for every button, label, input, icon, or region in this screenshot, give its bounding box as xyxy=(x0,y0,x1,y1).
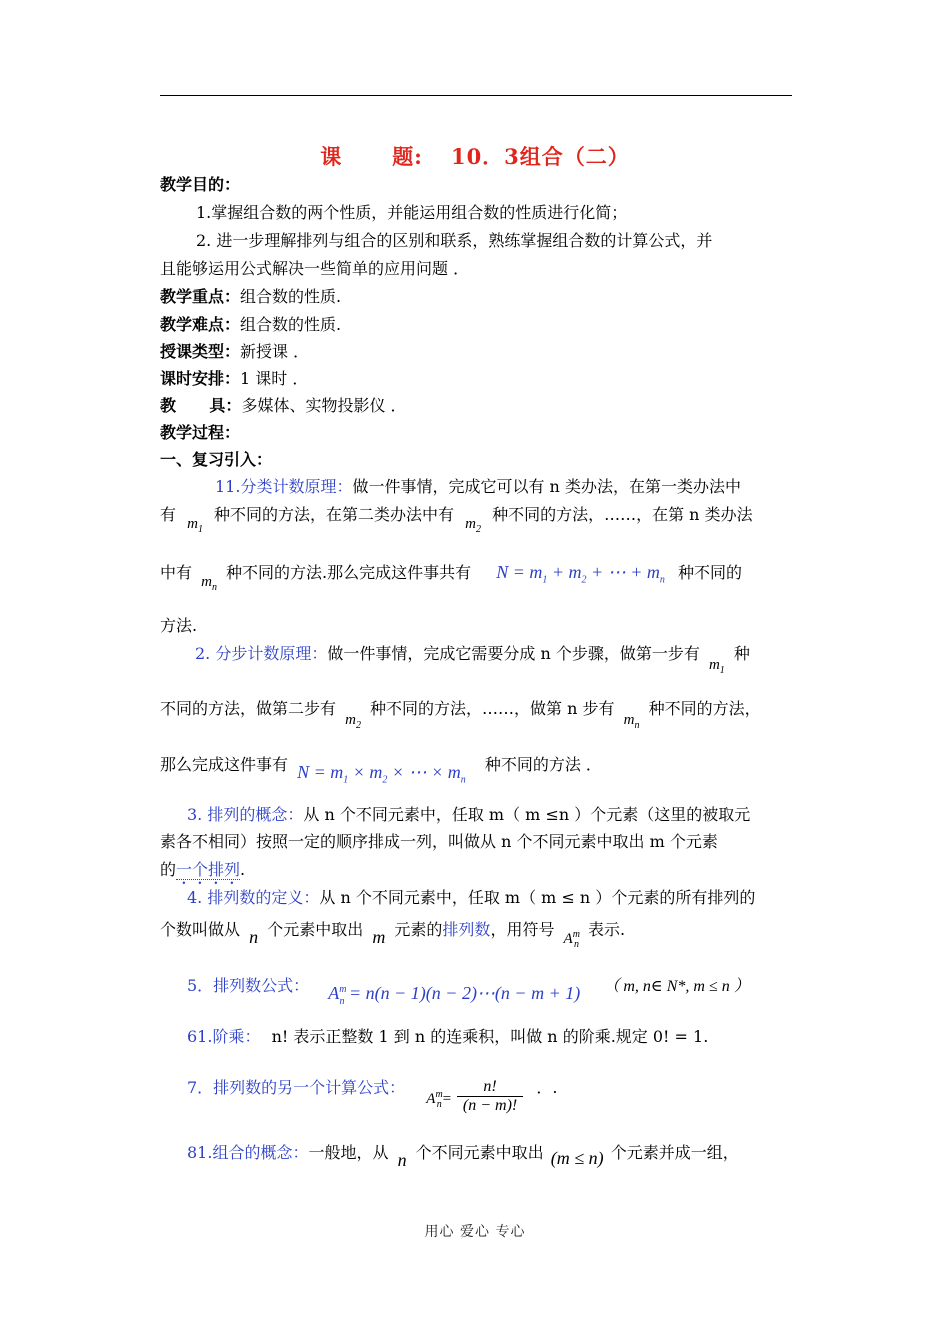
objectives-heading: 教学目的： xyxy=(160,175,241,194)
process-heading: 教学过程： xyxy=(160,423,241,442)
item-2-line2: 不同的方法，做第二步有 $m_2$ 种不同的方法，……，做第 n 步有 $m_n$ 种不同的方法， xyxy=(160,699,761,731)
item-5: 5．排列数公式： $A^m_n = n(n - 1)(n$ − 2)⋯(n − m + 1) （ m, n∈ N*, m ≤ n ） xyxy=(187,976,750,1007)
page-footer: 用心 爱心 专心 xyxy=(424,1224,526,1240)
item-1-line1: 11.分类计数原理：做一件事情，完成它可以有 n 类办法，在第一类办法中 xyxy=(215,477,741,496)
objective-2: 2. 进一步理解排列与组合的区别和联系，熟练掌握组合数的计算公式，并 xyxy=(196,231,713,250)
item-6: 61.阶乘： n! 表示正整数 1 到 n 的连乘积，叫做 n 的阶乘.规定 0! = 1. xyxy=(187,1027,709,1046)
page-title: 课 题: 10．3组合（二） xyxy=(320,144,630,169)
item-4-line2: 个数叫做从 n 个元素中取出 m 元素的排列数，用符号 $A^m_n$ 表示. xyxy=(160,920,626,950)
objective-2-cont: 且能够运用公式解决一些简单的应用问题 ． xyxy=(160,259,470,278)
item-2-line1: 2. 分步计数原理：做一件事情，完成它需要分成 n 个步骤，做第一步有 $m_1$ 种 xyxy=(195,644,750,676)
lesson-type: 授课类型：新授课 ． xyxy=(160,342,310,361)
tools: 教 具：多媒体、实物投影仪 ． xyxy=(160,396,407,415)
objective-1: 1.掌握组合数的两个性质，并能运用组合数的性质进行化简； xyxy=(196,203,628,222)
item-3-line3: 的一个排列. xyxy=(160,860,246,879)
lesson-time: 课时安排：1 课时 ． xyxy=(160,369,309,388)
key-point: 教学重点：组合数的性质. xyxy=(160,287,342,306)
item-1-line3: 中有 $m_n$ 种不同的方法.那么完成这件事共有 $N = m_1 + m_2$ + ⋯ + $m_n$ 种不同的 xyxy=(160,562,742,593)
difficulty: 教学难点：组合数的性质. xyxy=(160,315,342,334)
item-2-line3: 那么完成这件事有 $N = m_1 \times m_2$ × ⋯ × $m_n$ 种不同的方法 ． xyxy=(160,755,602,786)
item-3-line2: 素各不相同）按照一定的顺序排成一列，叫做从 n 个不同元素中取出 m 个元素 xyxy=(160,832,718,851)
item-8: 81.组合的概念：一般地，从 n 个不同元素中取出 (m ≤ n) 个元素并成一组， xyxy=(187,1143,739,1170)
review-heading: 一、复习引入： xyxy=(160,450,273,469)
item-7: 7．排列数的另一个计算公式： $A^m_n=$ $\frac{n!}{(n - m)!}$ ．. xyxy=(187,1078,558,1114)
item-1-line2: 有 $m_1$ 种不同的方法，在第二类办法中有 $m_2$ 种不同的方法，……，在第 n 类办法 xyxy=(160,505,753,535)
item-4-line1: 4. 排列数的定义：从 n 个不同元素中，任取 m（ m ≤ n ）个元素的所有排列的 xyxy=(187,888,756,907)
item-3-line1: 3. 排列的概念：从 n 个不同元素中，任取 m（ m ≤n ）个元素（这里的被取元 xyxy=(187,805,751,824)
header-rule xyxy=(160,95,792,96)
item-1-line4: 方法. xyxy=(160,616,198,635)
